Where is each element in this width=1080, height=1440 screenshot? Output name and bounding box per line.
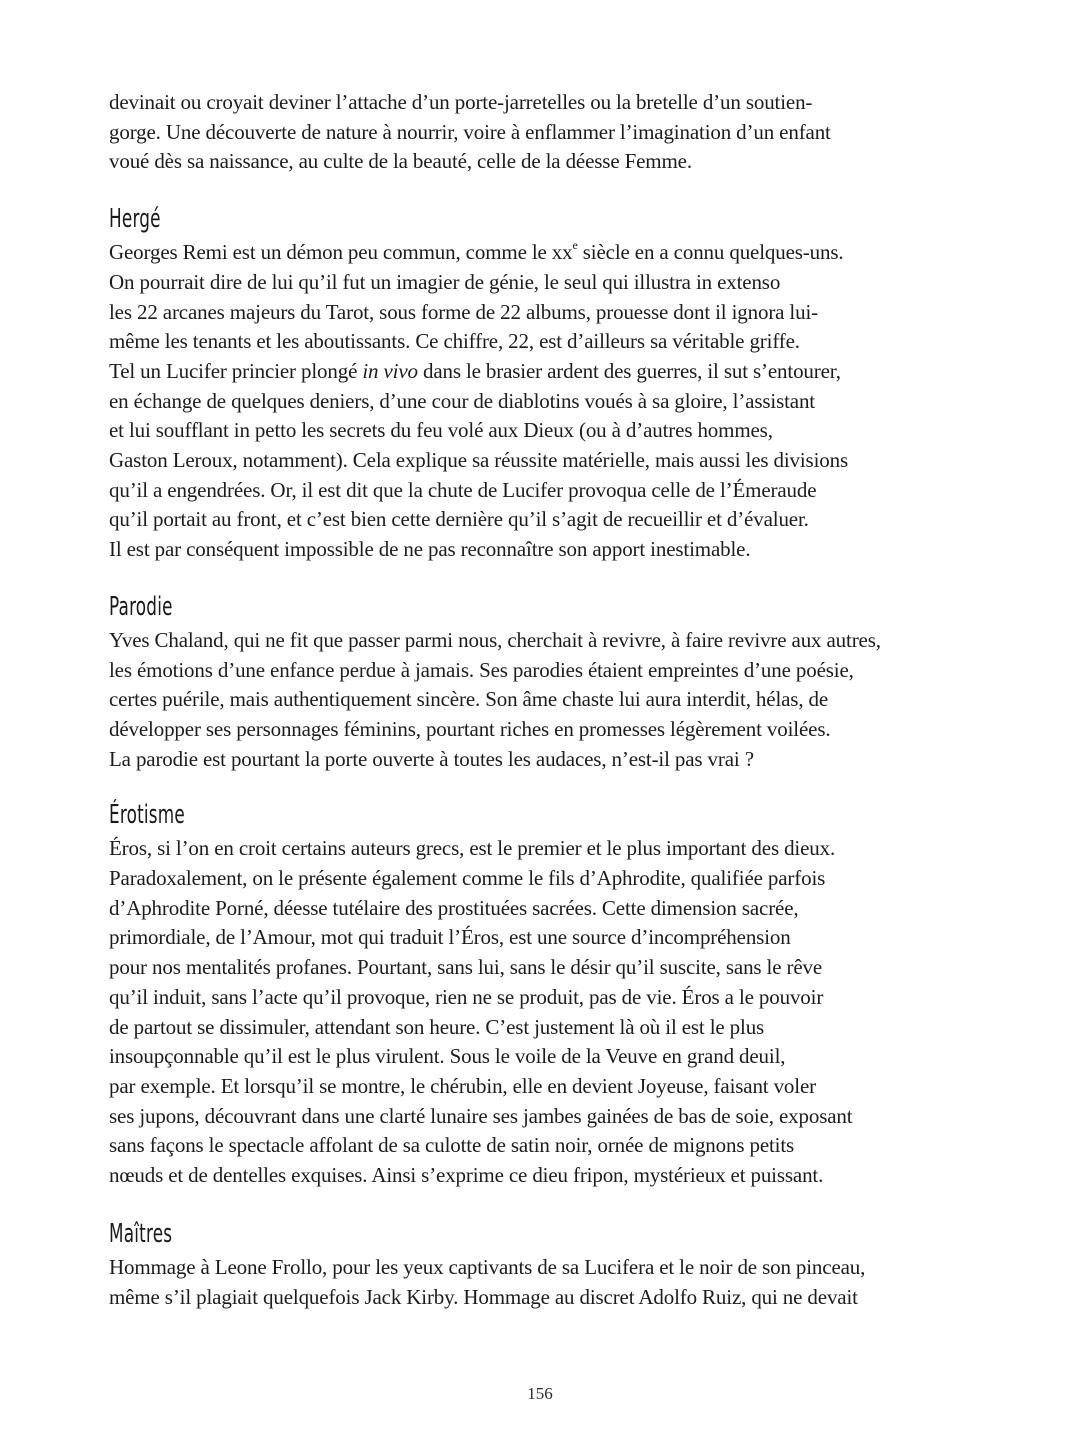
text-line: qu’il induit, sans l’acte qu’il provoque, rien ne se produit, pas de vie. Éros a le pouvoir [109,984,824,1009]
text-line: qu’il a engendrées. Or, il est dit que la chute de Lucifer provoqua celle de l’Émeraude [109,477,817,502]
superscript: e [572,238,578,253]
text-line: sans façons le spectacle affolant de sa culotte de satin noir, ornée de mignons petits [109,1133,795,1158]
text-line: nœuds et de dentelles exquises. Ainsi s’exprime ce dieu fripon, mystérieux et puissant. [109,1163,824,1188]
text-line: d’Aphrodite Porné, déesse tutélaire des prostituées sacrées. Cette dimension sacrée, [109,895,799,920]
text-line [109,357,989,387]
text-fragment: siècle en a connu quelques-uns. [577,240,844,265]
text-line: insoupçonnable qu’il est le plus virulent. Sous le voile de la Veuve en grand deuil, [109,1044,786,1069]
text-line: Il est par conséquent impossible de ne pas reconnaître son apport inestimable. [109,537,751,562]
text-line: certes puérile, mais authentiquement sincère. Son âme chaste lui aura interdit, hélas, de [109,687,829,712]
erotisme-paragraph [109,834,989,1190]
text-line: même les tenants et les aboutissants. Ce chiffre, 22, est d’ailleurs sa véritable griffe. [109,329,800,354]
text-line: voué dès sa naissance, au culte de la beauté, celle de la déesse Femme. [109,149,692,174]
text-line: Yves Chaland, qui ne fit que passer parmi nous, cherchait à revivre, à faire revivre aux autres, [109,627,881,652]
heading-maitres: Maîtres [109,1218,173,1249]
intro-paragraph [109,88,989,177]
text-line: de partout se dissimuler, attendant son heure. C’est justement là où il est le plus [109,1014,765,1039]
text-line [109,238,989,268]
text-fragment: Tel un Lucifer princier plongé [109,358,363,383]
text-line: gorge. Une découverte de nature à nourrir, voire à enflammer l’imagination d’un enfant [109,119,831,144]
heading-parodie: Parodie [109,591,173,622]
text-line: pour nos mentalités profanes. Pourtant, sans lui, sans le désir qu’il suscite, sans le rêve [109,955,823,980]
maitres-paragraph [109,1253,989,1312]
text-line: par exemple. Et lorsqu’il se montre, le chérubin, elle en devient Joyeuse, faisant voler [109,1073,816,1098]
herge-paragraph [109,238,989,565]
text-fragment: dans le brasier ardent des guerres, il sut s’entourer, [417,358,841,383]
italic-text: in vivo [362,358,418,383]
text-line: primordiale, de l’Amour, mot qui traduit l’Éros, est une source d’incompréhension [109,925,791,950]
page-number: 156 [527,1384,553,1403]
text-line: Hommage à Leone Frollo, pour les yeux captivants de sa Lucifera et le noir de son pinceau, [109,1254,866,1279]
text-line: développer ses personnages féminins, pourtant riches en promesses légèrement voilées. [109,716,831,741]
heading-erotisme: Érotisme [109,800,186,831]
text-line: les 22 arcanes majeurs du Tarot, sous forme de 22 albums, prouesse dont il ignora lui- [109,299,818,324]
text-line: en échange de quelques deniers, d’une cour de diablotins voués à sa gloire, l’assistant [109,388,815,413]
text-line: même s’il plagiait quelquefois Jack Kirby. Hommage au discret Adolfo Ruiz, qui ne devait [109,1284,858,1309]
text-line: Paradoxalement, on le présente également comme le fils d’Aphrodite, qualifiée parfois [109,866,826,891]
text-fragment: Georges Remi est un démon peu commun, comme le xx [109,240,573,265]
text-line: qu’il portait au front, et c’est bien cette dernière qu’il s’agit de recueillir et d’évaluer. [109,507,809,532]
heading-herge: Hergé [109,204,161,235]
parodie-paragraph [109,626,989,775]
text-line: ses jupons, découvrant dans une clarté lunaire ses jambes gainées de bas de soie, exposant [109,1103,853,1128]
text-line: et lui soufflant in petto les secrets du feu volé aux Dieux (ou à d’autres hommes, [109,418,773,443]
text-line: La parodie est pourtant la porte ouverte à toutes les audaces, n’est-il pas vrai ? [109,746,754,771]
text-line: devinait ou croyait deviner l’attache d’un porte-jarretelles ou la bretelle d’un soutien- [109,90,813,114]
text-line: Éros, si l’on en croit certains auteurs grecs, est le premier et le plus important des dieux. [109,836,836,861]
text-line: les émotions d’une enfance perdue à jamais. Ses parodies étaient empreintes d’une poésie, [109,657,854,682]
text-line: Gaston Leroux, notamment). Cela explique sa réussite matérielle, mais aussi les divisions [109,448,848,473]
text-line: On pourrait dire de lui qu’il fut un imagier de génie, le seul qui illustra in extenso [109,269,781,294]
page-body [109,88,989,1312]
